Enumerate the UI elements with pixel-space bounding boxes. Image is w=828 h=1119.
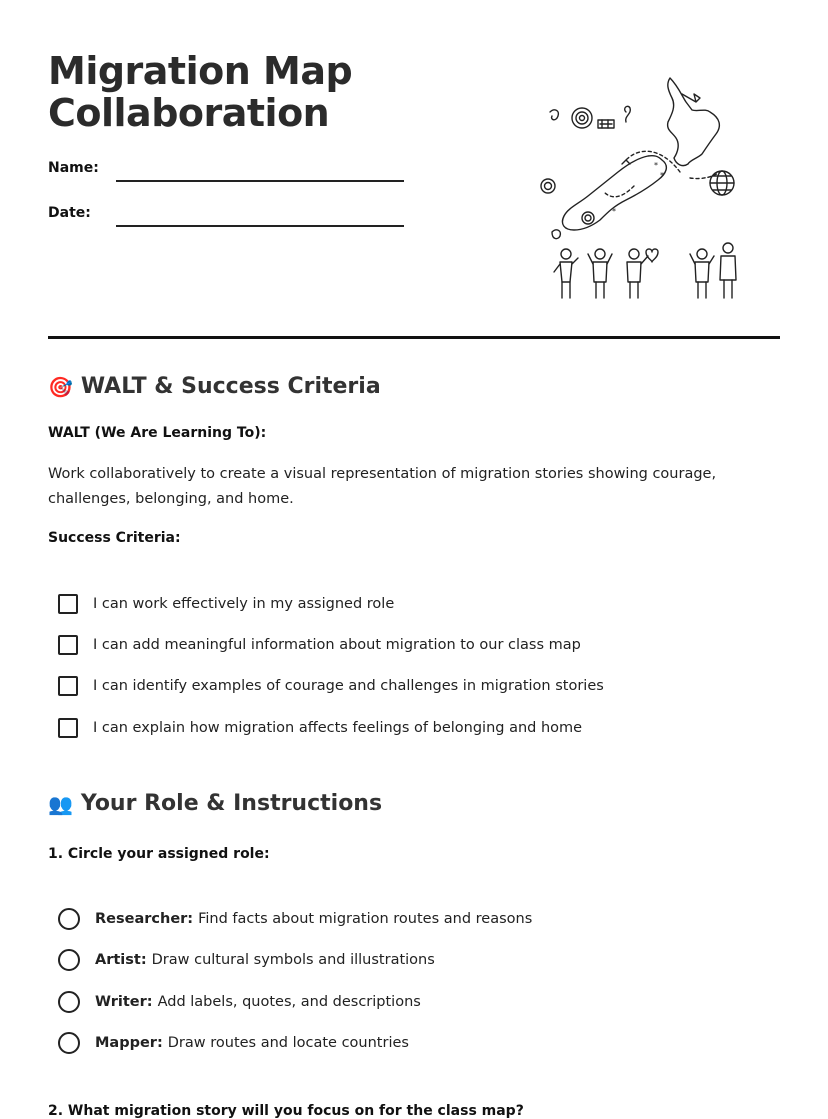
koru-spiral-icon [572, 108, 592, 128]
svg-text:*: * [612, 207, 616, 216]
svg-text:*: * [654, 161, 658, 170]
walt-text: Work collaboratively to create a visual representation of migration stories showing courage, challenges, belonging, and home. [48, 466, 717, 507]
criteria-text: I can explain how migration affects feelings of belonging and home [93, 720, 583, 736]
header-divider [48, 336, 780, 339]
role-radio[interactable] [58, 991, 80, 1013]
role-name: Writer: [95, 994, 153, 1010]
people-icon: 👥 [48, 791, 73, 816]
svg-text:*: * [660, 171, 664, 180]
role-section-heading [48, 791, 382, 816]
role-radio[interactable] [58, 949, 80, 971]
title-line-2: Collaboration [48, 91, 330, 135]
walt-heading-text: WALT & Success Criteria [80, 374, 381, 399]
criteria-checkbox[interactable] [58, 594, 78, 614]
role-radio[interactable] [58, 908, 80, 930]
criteria-text: I can add meaningful information about migration to our class map [93, 637, 581, 653]
role-name: Mapper: [95, 1035, 163, 1051]
criteria-text: I can identify examples of courage and challenges in migration stories [93, 678, 604, 694]
story-focus-question: 2. What migration story will you focus on for the class map? [48, 1103, 524, 1119]
walt-label: WALT (We Are Learning To): [48, 425, 267, 441]
criteria-checkbox[interactable] [58, 676, 78, 696]
name-field[interactable] [116, 180, 404, 182]
target-dart-icon: 🎯 [48, 374, 73, 399]
walt-section-heading [48, 374, 381, 399]
south-island-shape [562, 156, 666, 230]
criteria-item [58, 594, 394, 614]
role-option-researcher [58, 908, 532, 930]
role-radio[interactable] [58, 1032, 80, 1054]
role-description: Find facts about migration routes and reasons [198, 911, 533, 927]
success-criteria-label: Success Criteria: [48, 530, 181, 546]
criteria-item [58, 718, 582, 738]
role-description: Draw cultural symbols and illustrations [151, 952, 435, 968]
date-field[interactable] [116, 225, 404, 227]
role-description: Draw routes and locate countries [167, 1035, 409, 1051]
criteria-text: I can work effectively in my assigned role [93, 596, 395, 612]
role-name: Artist: [95, 952, 147, 968]
date-label: Date: [48, 205, 91, 221]
role-question-label: 1. Circle your assigned role: [48, 846, 270, 862]
role-option-artist [58, 949, 435, 971]
criteria-checkbox[interactable] [58, 718, 78, 738]
globe-icon [710, 171, 734, 195]
title-line-1: Migration Map [48, 49, 353, 93]
nz-migration-illustration [530, 68, 750, 308]
role-option-writer [58, 991, 421, 1013]
criteria-item [58, 676, 604, 696]
role-description: Add labels, quotes, and descriptions [157, 994, 421, 1010]
stewart-island-shape [552, 230, 560, 239]
north-island-shape [668, 78, 720, 166]
criteria-item [58, 635, 581, 655]
role-name: Researcher: [95, 911, 194, 927]
name-label: Name: [48, 160, 99, 176]
criteria-checkbox[interactable] [58, 635, 78, 655]
people-illustration [554, 243, 736, 298]
role-heading-text: Your Role & Instructions [80, 791, 383, 816]
page-title [48, 50, 352, 134]
role-option-mapper [58, 1032, 409, 1054]
